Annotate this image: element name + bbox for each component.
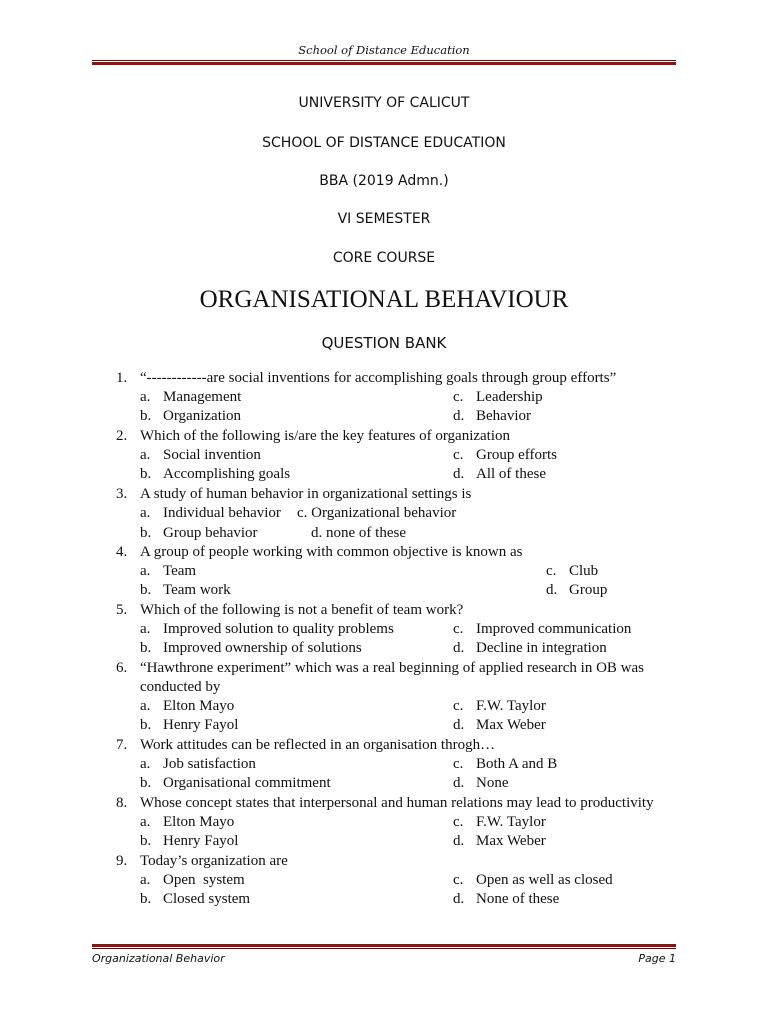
option-label: d. <box>546 582 558 598</box>
option-text: Team <box>163 563 197 579</box>
footer-rule <box>92 944 676 949</box>
option-text: Open as well as closed <box>476 872 613 888</box>
page-number: Page 1 <box>638 952 676 965</box>
option-label: a. <box>140 814 151 830</box>
option-label: c. <box>453 698 464 714</box>
question-text: “------------are social inventions for accomplishing goals through group efforts” <box>140 370 617 386</box>
option-text: Group <box>569 582 608 598</box>
option-label: a. <box>140 621 151 637</box>
option-label: b. <box>140 640 152 656</box>
option-label: c. <box>453 814 464 830</box>
option-label: d. <box>453 717 465 733</box>
option-text: F.W. Taylor <box>476 698 546 714</box>
option-text: Both A and B <box>476 756 558 772</box>
option-label: b. <box>140 525 152 541</box>
question-text: A group of people working with common objective is known as <box>140 544 523 560</box>
question-text: Which of the following is/are the key features of organization <box>140 428 511 444</box>
option-label: a. <box>140 389 151 405</box>
option-label: d. <box>453 891 465 907</box>
question-text: Which of the following is not a benefit of team work? <box>140 602 464 618</box>
option-label: d. <box>453 408 465 424</box>
option-text: Accomplishing goals <box>163 466 291 482</box>
option-text: Henry Fayol <box>163 717 239 733</box>
page-header: School of Distance Education <box>298 43 470 57</box>
option-label: b. <box>140 408 152 424</box>
option-inline: d. none of these <box>311 525 406 541</box>
option-label: a. <box>140 505 151 521</box>
option-text: Leadership <box>476 389 543 405</box>
course-type: CORE COURSE <box>332 250 436 266</box>
option-label: b. <box>140 582 152 598</box>
option-text: Open system <box>163 872 245 888</box>
option-label: d. <box>453 466 465 482</box>
option-label: a. <box>140 698 151 714</box>
option-text: Max Weber <box>476 717 546 733</box>
question-number: 5. <box>116 602 128 618</box>
question-text: Today’s organization are <box>140 853 288 869</box>
option-label: b. <box>140 466 152 482</box>
option-text: Decline in integration <box>476 640 607 656</box>
programme: BBA (2019 Admn.) <box>319 173 449 189</box>
option-label: c. <box>453 621 464 637</box>
option-label: b. <box>140 833 152 849</box>
question-number: 7. <box>116 737 128 753</box>
question-number: 8. <box>116 795 128 811</box>
question-number: 2. <box>116 428 128 444</box>
option-label: c. <box>453 756 464 772</box>
option-label: c. <box>453 447 464 463</box>
option-text: Elton Mayo <box>163 698 235 714</box>
question-text: conducted by <box>140 679 221 695</box>
option-text: Organization <box>163 408 242 424</box>
option-text: Management <box>163 389 242 405</box>
option-text: Group behavior <box>163 525 258 541</box>
header-rule <box>92 60 676 65</box>
question-number: 4. <box>116 544 128 560</box>
option-text: None <box>476 775 509 791</box>
question-text: A study of human behavior in organizational settings is <box>140 486 472 502</box>
option-label: a. <box>140 563 151 579</box>
university-name: UNIVERSITY OF CALICUT <box>298 95 470 111</box>
option-label: a. <box>140 756 151 772</box>
option-text: Improved communication <box>476 621 632 637</box>
course-title: ORGANISATIONAL BEHAVIOUR <box>199 286 569 313</box>
option-text: Closed system <box>163 891 251 907</box>
option-label: d. <box>453 775 465 791</box>
option-inline: c. Organizational behavior <box>297 505 457 521</box>
option-text: F.W. Taylor <box>476 814 546 830</box>
option-text: Social invention <box>163 447 261 463</box>
option-text: Improved ownership of solutions <box>163 640 362 656</box>
option-label: b. <box>140 891 152 907</box>
option-text: Club <box>569 563 599 579</box>
option-label: d. <box>453 833 465 849</box>
option-label: a. <box>140 872 151 888</box>
question-number: 3. <box>116 486 128 502</box>
option-label: a. <box>140 447 151 463</box>
question-number: 1. <box>116 370 128 386</box>
option-label: b. <box>140 775 152 791</box>
school-name: SCHOOL OF DISTANCE EDUCATION <box>262 135 506 151</box>
option-text: Henry Fayol <box>163 833 239 849</box>
semester: VI SEMESTER <box>337 211 431 227</box>
option-text: None of these <box>476 891 560 907</box>
option-label: d. <box>453 640 465 656</box>
option-text: Individual behavior <box>163 505 281 521</box>
footer-left: Organizational Behavior <box>92 952 225 965</box>
option-label: c. <box>546 563 557 579</box>
question-text: “Hawthrone experiment” which was a real beginning of applied research in OB was <box>140 660 644 676</box>
option-text: All of these <box>476 466 546 482</box>
option-text: Group efforts <box>476 447 557 463</box>
option-label: b. <box>140 717 152 733</box>
option-text: Organisational commitment <box>163 775 331 791</box>
question-number: 6. <box>116 660 128 676</box>
question-text: Work attitudes can be reflected in an organisation throgh… <box>140 737 496 753</box>
option-text: Improved solution to quality problems <box>163 621 394 637</box>
option-text: Behavior <box>476 408 531 424</box>
option-text: Job satisfaction <box>163 756 256 772</box>
option-label: c. <box>453 872 464 888</box>
option-text: Team work <box>163 582 231 598</box>
document-type: QUESTION BANK <box>321 334 447 352</box>
option-text: Max Weber <box>476 833 546 849</box>
question-text: Whose concept states that interpersonal and human relations may lead to productivity <box>140 795 654 811</box>
question-number: 9. <box>116 853 128 869</box>
option-label: c. <box>453 389 464 405</box>
option-text: Elton Mayo <box>163 814 235 830</box>
